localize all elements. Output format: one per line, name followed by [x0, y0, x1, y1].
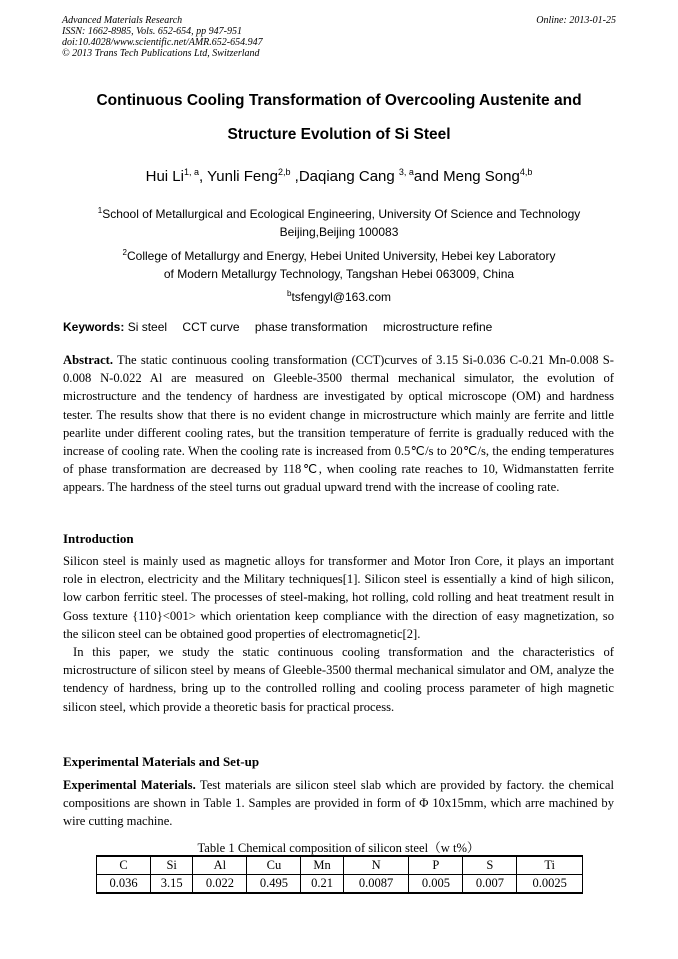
introduction-body	[63, 552, 614, 716]
online-date: Online: 2013-01-25	[536, 15, 616, 26]
chemical-composition-table	[96, 855, 583, 894]
table-header-cell: Al	[193, 856, 247, 875]
affiliation-2	[40, 244, 638, 283]
affiliation-1-line-2: Beijing,Beijing 100083	[279, 225, 399, 239]
affiliation-2-line-1: College of Metallurgy and Energy, Hebei United University, Hebei key Laboratory	[127, 249, 556, 263]
table-row	[97, 875, 583, 894]
table-cell: 3.15	[151, 875, 193, 894]
author-affiliation-mark: 4,b	[519, 167, 533, 177]
experimental-materials-label: Experimental Materials.	[63, 778, 196, 792]
table-cell: 0.495	[247, 875, 301, 894]
author-separator: ,	[290, 168, 299, 185]
affiliation-1-line-1: School of Metallurgical and Ecological Engineering, University Of Science and Technology	[102, 207, 581, 221]
email-address: tsfengyl@163.com	[291, 290, 391, 304]
table-cell: 0.036	[97, 875, 151, 894]
keywords	[63, 320, 504, 334]
table-header-cell: Ti	[517, 856, 583, 875]
affiliation-mark: 2	[122, 248, 127, 257]
author-list	[40, 167, 638, 185]
table-header-cell: N	[343, 856, 409, 875]
table-cell: 0.0087	[343, 875, 409, 894]
affiliation-2-line-2: of Modern Metallurgy Technology, Tangshan Hebei 063009, China	[163, 267, 515, 281]
keyword-term: microstructure refine	[382, 320, 493, 334]
table-header-cell: S	[463, 856, 517, 875]
author-separator: ,	[199, 168, 208, 185]
journal-header	[62, 15, 263, 59]
copyright-line: © 2013 Trans Tech Publications Ltd, Switzerland	[62, 48, 260, 59]
table-header-row	[97, 856, 583, 875]
abstract	[63, 351, 614, 497]
introduction-paragraph-2: In this paper, we study the static continuous cooling transformation and the characteristics of microstructure of silicon steel by means of Gleeble-3500 thermal mechanical simulator and OM, analyze the tendency of hardness, bring up to the controlled rolling and cooling process parameter of high magnetic silicon steel, which provide a theoretic basis for practical process.	[63, 645, 614, 714]
table-caption: Table 1 Chemical composition of silicon steel（w t%）	[197, 841, 480, 855]
keyword-term: Si steel	[127, 320, 168, 334]
introduction-paragraph-1: Silicon steel is mainly used as magnetic alloys for transformer and Motor Iron Core, it plays an important role in electron, electricity and the Military techniques[1]. Silicon steel is essentially a kind of high silicon, low carbon ferritic steel. The processes of steel-making, hot rolling, cold rolling and heat treatment result in Goss texture {110}<001> which orientation keep compliance with the direction of easy magnetization, so the silicon steel can be obtained good properties of electromagnetic[2].	[63, 554, 614, 641]
table-header-cell: Si	[151, 856, 193, 875]
experimental-materials-text: Test materials are silicon steel slab which are provided by factory. the chemical compositions are shown in Table 1. Samples are provided in form of Φ 10x15mm, which arre machined by wire cutting machine.	[63, 778, 614, 829]
keyword-term: phase transformation	[254, 320, 368, 334]
abstract-text: The static continuous cooling transformation (CCT)curves of 3.15 Si-0.036 C-0.21 Mn-0.008 S-0.008 N-0.022 Al are measured on Gleeble-3500 thermal mechanical simulator, the evolution of microstructure and the tendency of hardness are investigated by optical microscope (OM) and hardness tester. The results show that there is no evident change in microstructure which mainly are ferrite and little pearlite under different cooling rates, but the transition temperature of ferrite is gradually reduced with the increase of cooling rate. When the cooling rate is increased from 0.5℃/s to 20℃/s, the ending temperatures of phase transformation are decreased by 118℃, when cooling rate reaches to 10, Widmanstatten ferrite appears. The hardness of the steel turns out gradual upward trend with the increase of cooling rate.	[63, 353, 614, 495]
author-name: Yunli Feng	[207, 168, 278, 185]
introduction-heading: Introduction	[63, 531, 134, 546]
author-affiliation-mark: 2,b	[277, 167, 291, 177]
table-header-cell: Cu	[247, 856, 301, 875]
author-affiliation-mark: 1, a	[183, 167, 199, 177]
experimental-heading: Experimental Materials and Set-up	[63, 754, 260, 769]
table-header-cell: P	[409, 856, 463, 875]
contact-email	[40, 285, 638, 306]
paper-title-line-1: Continuous Cooling Transformation of Overcooling Austenite and	[96, 92, 582, 109]
table-header-cell: C	[97, 856, 151, 875]
author-name: Hui Li	[145, 168, 184, 185]
paper-title-line-2: Structure Evolution of Si Steel	[227, 126, 451, 143]
doi-line: doi:10.4028/www.scientific.net/AMR.652-654.947	[62, 37, 263, 48]
affiliation-1	[40, 202, 638, 241]
experimental-materials	[63, 776, 614, 831]
journal-name: Advanced Materials Research	[62, 15, 183, 26]
author-name: and Meng Song	[413, 168, 520, 185]
issn-line: ISSN: 1662-8985, Vols. 652-654, pp 947-951	[62, 26, 242, 37]
keywords-label: Keywords:	[63, 320, 125, 334]
keyword-term: CCT curve	[182, 320, 240, 334]
abstract-label: Abstract.	[63, 353, 114, 367]
email-mark: b	[286, 289, 292, 298]
table-cell: 0.022	[193, 875, 247, 894]
table-cell: 0.21	[301, 875, 343, 894]
table-cell: 0.007	[463, 875, 517, 894]
table-header-cell: Mn	[301, 856, 343, 875]
author-name: Daqiang Cang	[298, 168, 399, 185]
table-cell: 0.0025	[517, 875, 583, 894]
table-cell: 0.005	[409, 875, 463, 894]
affiliation-mark: 1	[97, 206, 103, 215]
author-affiliation-mark: 3, a	[398, 167, 414, 177]
